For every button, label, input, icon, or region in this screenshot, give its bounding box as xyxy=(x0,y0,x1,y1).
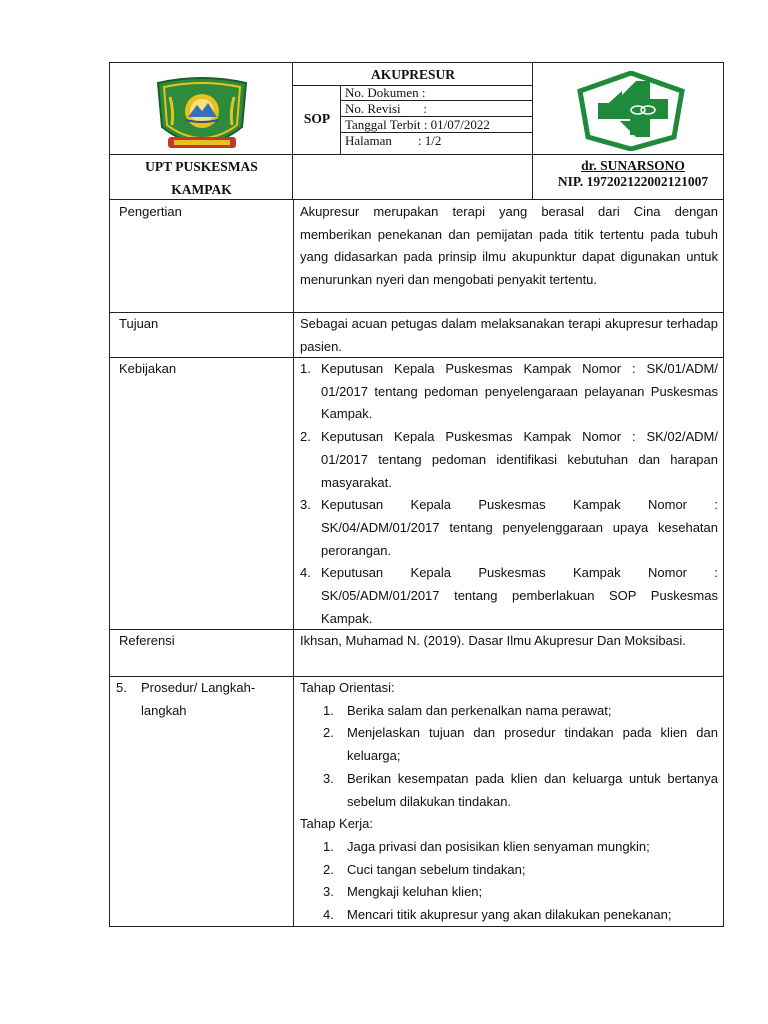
row-text xyxy=(300,358,718,630)
row-prosedur xyxy=(110,676,723,926)
row-pengertian xyxy=(110,200,723,312)
row-text: Ikhsan, Muhamad N. (2019). Dasar Ilmu Akupresur Dan Moksibasi. xyxy=(300,633,686,648)
list-item: 4. Mencari titik akupresur yang akan dilakukan penekanan; xyxy=(323,907,672,923)
row-label: Pengertian xyxy=(119,204,182,219)
list-item: 1. Jaga privasi dan posisikan klien senyaman mungkin; xyxy=(323,838,650,854)
signer-name: dr. SUNARSONO xyxy=(581,158,685,173)
list-item: 3. Keputusan Kepala Puskesmas Kampak Nomor : SK/04/ADM/01/2017 tentang penyelenggaraan upaya kesehatan perorangan. xyxy=(300,497,718,558)
meta-halaman: Halaman : 1/2 xyxy=(345,133,442,148)
organization-name xyxy=(110,155,293,201)
row-text: Akupresur merupakan terapi yang berasal dari Cina dengan memberikan penekanan dan pemijatan pada titik tertentu pada tubuh yang didasarkan pada prinsip ilmu akupunktur dapat digunakan untuk menurunkan nyeri dan mengobati penyakit tertentu. xyxy=(300,204,718,288)
row-referensi xyxy=(110,629,723,676)
regency-crest-icon xyxy=(150,77,254,155)
list-item: 2. Keputusan Kepala Puskesmas Kampak Nomor : SK/02/ADM/ 01/2017 tentang pedoman identifikasi kebutuhan dan harapan masyarakat. xyxy=(300,429,718,490)
puskesmas-cross-icon xyxy=(576,71,686,151)
row-text: Sebagai acuan petugas dalam melaksanakan terapi akupresur terhadap pasien. xyxy=(300,316,718,354)
list-item: 1. Keputusan Kepala Puskesmas Kampak Nomor : SK/01/ADM/ 01/2017 tentang pedoman penyelengaraan pelayanan Puskesmas Kampak. xyxy=(300,361,718,422)
list-item: 2. Cuci tangan sebelum tindakan; xyxy=(323,861,526,877)
row-text xyxy=(300,677,718,927)
list-item: 3. Mengkaji keluhan klien; xyxy=(323,884,483,900)
list-item: 1. Berika salam dan perkenalkan nama perawat; xyxy=(323,702,612,718)
meta-tanggal-terbit: Tanggal Terbit : 01/07/2022 xyxy=(345,117,490,132)
sop-title: AKUPRESUR xyxy=(370,67,455,82)
meta-no-revisi: No. Revisi : xyxy=(345,101,427,116)
signer-nip: NIP. 197202122002121007 xyxy=(557,174,709,189)
row-label: Kebijakan xyxy=(119,361,177,376)
sop-content-table xyxy=(109,200,724,927)
meta-no-dokumen: No. Dokumen : xyxy=(345,85,426,100)
org-name-line1: UPT PUSKESMAS xyxy=(145,159,258,174)
row-kebijakan xyxy=(110,357,723,629)
list-item: 3. Berikan kesempatan pada klien dan keluarga untuk bertanya sebelum dilakukan tindakan. xyxy=(323,770,718,809)
list-item: 2. Menjelaskan tujuan dan prosedur tindakan pada klien dan keluarga; xyxy=(323,725,718,764)
sop-label: SOP xyxy=(303,111,331,126)
section-title-orientasi: Tahap Orientasi: xyxy=(300,680,395,695)
row-label: Tujuan xyxy=(119,316,159,331)
row-label: Referensi xyxy=(119,633,175,648)
row-tujuan xyxy=(110,312,723,357)
sop-header xyxy=(109,62,724,200)
list-item: 4. Keputusan Kepala Puskesmas Kampak Nomor : SK/05/ADM/01/2017 tentang pemberlakuan SOP Puskesmas Kampak. xyxy=(300,565,718,626)
org-name-line2: KAMPAK xyxy=(171,182,232,197)
row-label: 5. Prosedur/ Langkah- langkah xyxy=(116,680,256,718)
section-title-kerja: Tahap Kerja: xyxy=(300,816,373,832)
